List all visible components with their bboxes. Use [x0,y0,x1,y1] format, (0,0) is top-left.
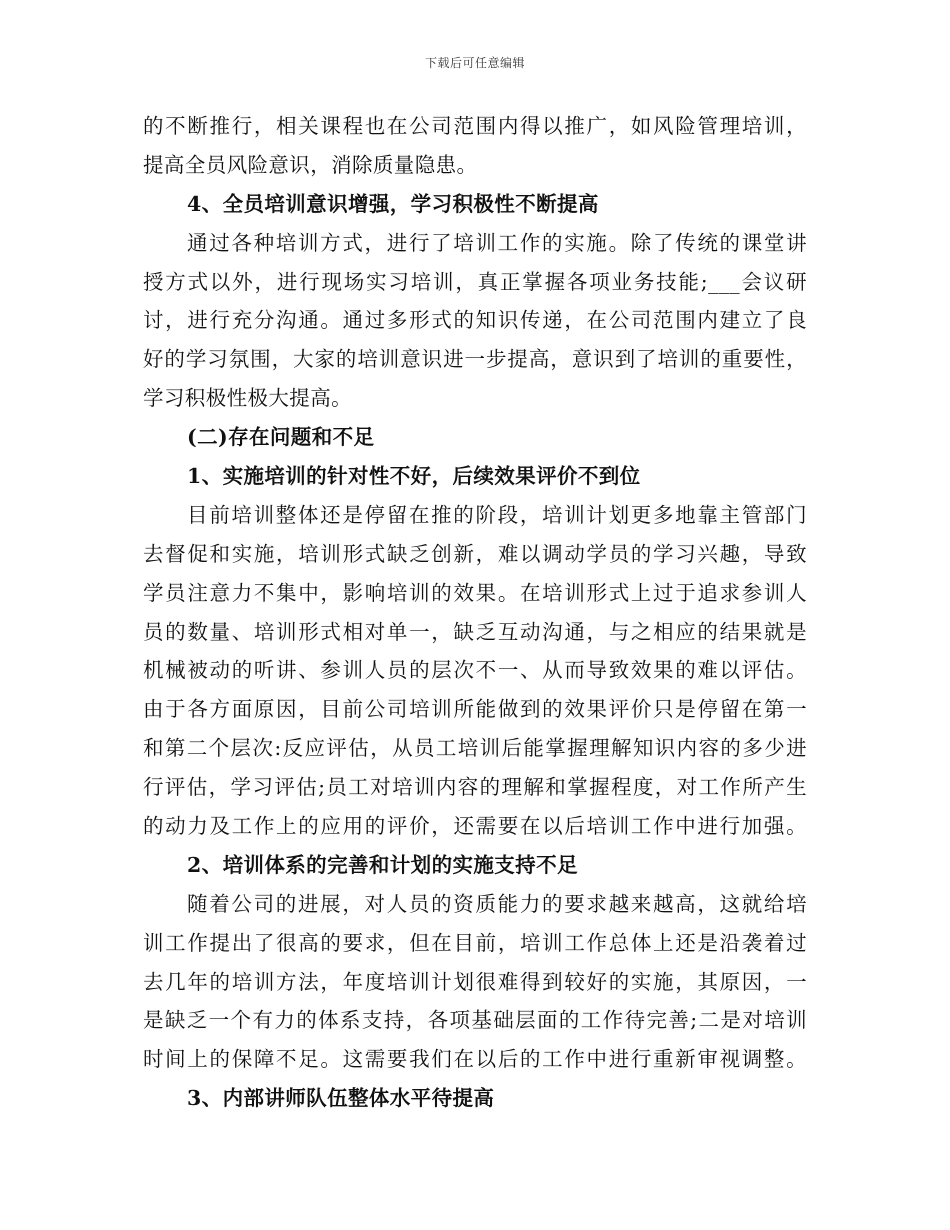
section-heading: 1、实施培训的针对性不好，后续效果评价不到位 [187,464,641,489]
text-line: 随着公司的进展，对人员的资质能力的要求越来越高，这就给培 [187,891,807,916]
text-line: 机械被动的听讲、参训人员的层次不一、从而导致效果的难以评估。 [143,658,807,683]
text-line: 目前培训整体还是停留在推的阶段，培训计划更多地靠主管部门 [187,502,807,527]
text-line: 行评估，学习评估;员工对培训内容的理解和掌握程度，对工作所产生 [143,775,807,800]
text-line: 学习积极性极大提高。 [143,386,352,411]
text-line: 讨，进行充分沟通。通过多形式的知识传递，在公司范围内建立了良 [143,308,807,333]
text-line: 通过各种培训方式，进行了培训工作的实施。除了传统的课堂讲 [187,230,807,255]
text-line: 提高全员风险意识，消除质量隐患。 [143,152,478,177]
text-line: 学员注意力不集中，影响培训的效果。在培训形式上过于追求参训人 [143,580,807,605]
text-line: 去几年的培训方法，年度培训计划很难得到较好的实施，其原因，一 [143,969,807,994]
text-line: 授方式以外，进行现场实习培训，真正掌握各项业务技能;___会议研 [143,269,807,294]
text-line: 和第二个层次:反应评估，从员工培训后能掌握理解知识内容的多少进 [143,736,807,761]
section-heading: (二)存在问题和不足 [187,425,375,450]
text-line: 的不断推行，相关课程也在公司范围内得以推广，如风险管理培训， [143,114,807,138]
section-heading: 4、全员培训意识增强，学习积极性不断提高 [187,191,599,216]
text-line: 时间上的保障不足。这需要我们在以后的工作中进行重新审视调整。 [143,1047,807,1072]
page-header: 下载后可任意编辑 [424,56,525,70]
text-line: 由于各方面原因，目前公司培训所能做到的效果评价只是停留在第一 [143,697,807,722]
text-line: 去督促和实施，培训形式缺乏创新，难以调动学员的学习兴趣，导致 [143,541,807,566]
text-line: 好的学习氛围，大家的培训意识进一步提高，意识到了培训的重要性， [143,347,807,372]
section-heading: 3、内部讲师队伍整体水平待提高 [187,1086,495,1111]
text-line: 的动力及工作上的应用的评价，还需要在以后培训工作中进行加强。 [143,814,807,839]
section-heading: 2、培训体系的完善和计划的实施支持不足 [187,852,578,877]
text-line: 是缺乏一个有力的体系支持，各项基础层面的工作待完善;二是对培训 [143,1008,807,1033]
text-line: 训工作提出了很高的要求，但在目前，培训工作总体上还是沿袭着过 [143,930,807,955]
document-body [143,107,807,1118]
text-line: 员的数量、培训形式相对单一，缺乏互动沟通，与之相应的结果就是 [143,619,807,644]
